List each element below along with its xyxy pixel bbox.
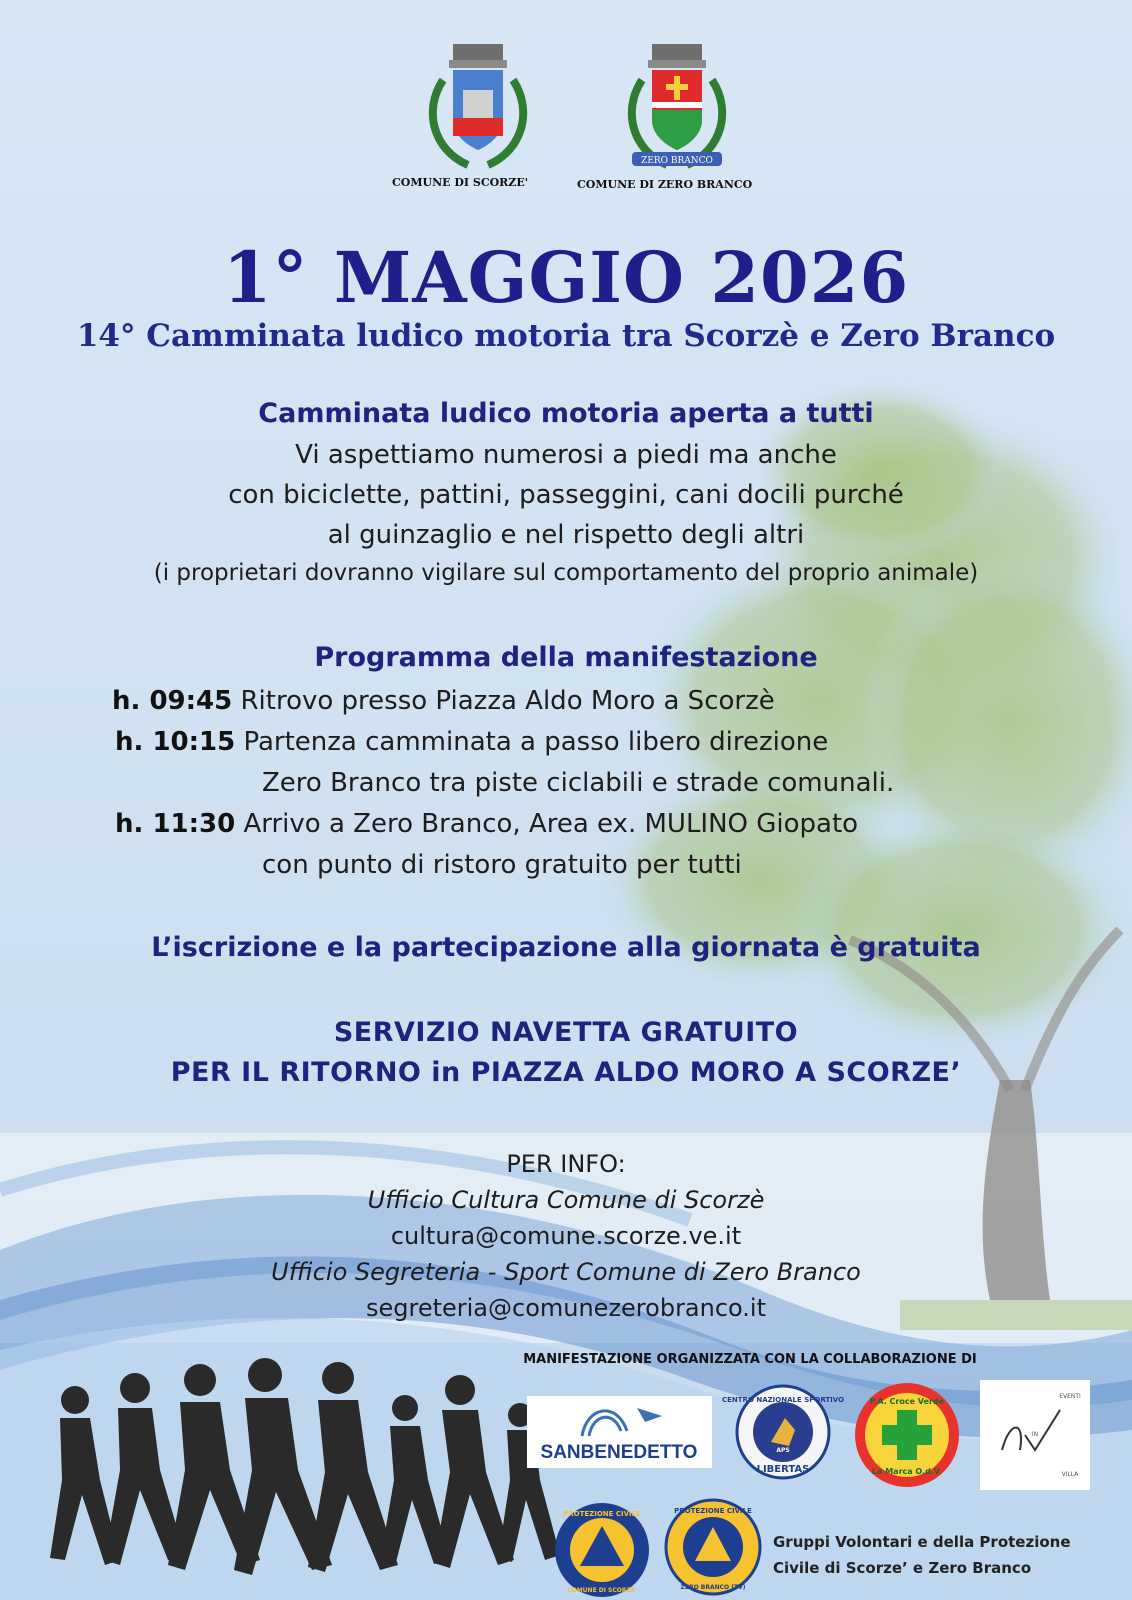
program-text-cont: con punto di ristoro gratuito per tutti [262,850,742,880]
gruppi-line1: Gruppi Volontari e della Protezione [773,1533,1071,1551]
program-time: h. 11:30 [115,809,236,839]
intro-line: Vi aspettiamo numerosi a piedi ma anche [295,440,837,470]
san-benedetto-text: SANBENEDETTO [540,1442,698,1463]
program-heading: Programma della manifestazione [314,642,818,673]
program-item [115,809,858,839]
croce-verde-top: P.A. Croce Verde [869,1397,945,1406]
organizers-heading: MANIFESTAZIONE ORGANIZZATA CON LA COLLABORAZIONE DI [523,1352,977,1367]
info-label: PER INFO: [506,1150,626,1178]
libertas-bottom: LIBERTAS [756,1464,810,1475]
libertas-top: CENTRO NAZIONALE SPORTIVO [721,1396,845,1404]
info-email-zero-branco[interactable]: segreteria@comunezerobranco.it [365,1294,767,1322]
program-item [115,727,828,757]
shuttle-line1: SERVIZIO NAVETTA GRATUITO [333,1017,799,1048]
page-title: 1° MAGGIO 2026 [222,236,910,319]
libertas-logo [721,1382,845,1482]
eventi-in-villa-logo [980,1380,1090,1490]
protezione-civile-scorze-logo [552,1500,652,1600]
zero-branco-label: COMUNE DI ZERO BRANCO [577,178,753,191]
pc-scorze-bottom: COMUNE DI SCORZE' [567,1587,637,1594]
intro-heading: Camminata ludico motoria aperta a tutti [258,398,874,429]
san-benedetto-logo [527,1396,712,1468]
eventi-bottom: VILLA [1061,1471,1079,1478]
program-time: h. 10:15 [115,727,236,757]
free-note: L’iscrizione e la partecipazione alla giornata è gratuita [151,932,981,963]
program-text-cont: Zero Branco tra piste ciclabili e strade comunali. [262,768,895,798]
pc-zero-top: PROTEZIONE CIVILE [674,1507,752,1515]
info-office-zero-branco: Ufficio Segreteria - Sport Comune di Zero Branco [271,1258,861,1286]
croce-verde-bottom: La Marca O.d.V. [871,1467,943,1476]
eventi-mid: IN [1031,1431,1039,1438]
eventi-top: EVENTI [1059,1393,1081,1400]
gruppi-line2: Civile di Scorze’ e Zero Branco [773,1559,1032,1577]
program-text: Ritrovo presso Piazza Aldo Moro a Scorzè [240,686,775,716]
intro-line: con biciclette, pattini, passeggini, cani docili purché [228,480,904,510]
protezione-civile-zero-branco-logo [663,1497,763,1597]
program-text: Arrivo a Zero Branco, Area ex. MULINO Giopato [243,809,859,839]
zero-branco-banner: ZERO BRANCO [641,156,713,166]
zero-branco-crest [612,40,742,190]
intro-note: (i proprietari dovranno vigilare sul comportamento del proprio animale) [153,560,979,586]
croce-verde-logo [852,1380,962,1490]
pc-zero-bottom: ZERO BRANCO (TV) [680,1584,746,1591]
libertas-aps: APS [776,1447,790,1454]
info-email-scorze[interactable]: cultura@comune.scorze.ve.it [390,1222,742,1250]
scorze-crest [413,40,543,190]
page-subtitle: 14° Camminata ludico motoria tra Scorzè e Zero Branco [76,318,1056,354]
program-item [112,686,775,716]
program-time: h. 09:45 [112,686,233,716]
program-text: Partenza camminata a passo libero direzione [243,727,829,757]
info-office-scorze: Ufficio Cultura Comune di Scorzè [367,1186,765,1214]
intro-line: al guinzaglio e nel rispetto degli altri [327,520,805,550]
pc-scorze-top: PROTEZIONE CIVILE [563,1510,641,1518]
shuttle-line2: PER IL RITORNO in PIAZZA ALDO MORO A SCORZE’ [170,1057,962,1088]
scorze-label: COMUNE DI SCORZE' [392,176,529,189]
